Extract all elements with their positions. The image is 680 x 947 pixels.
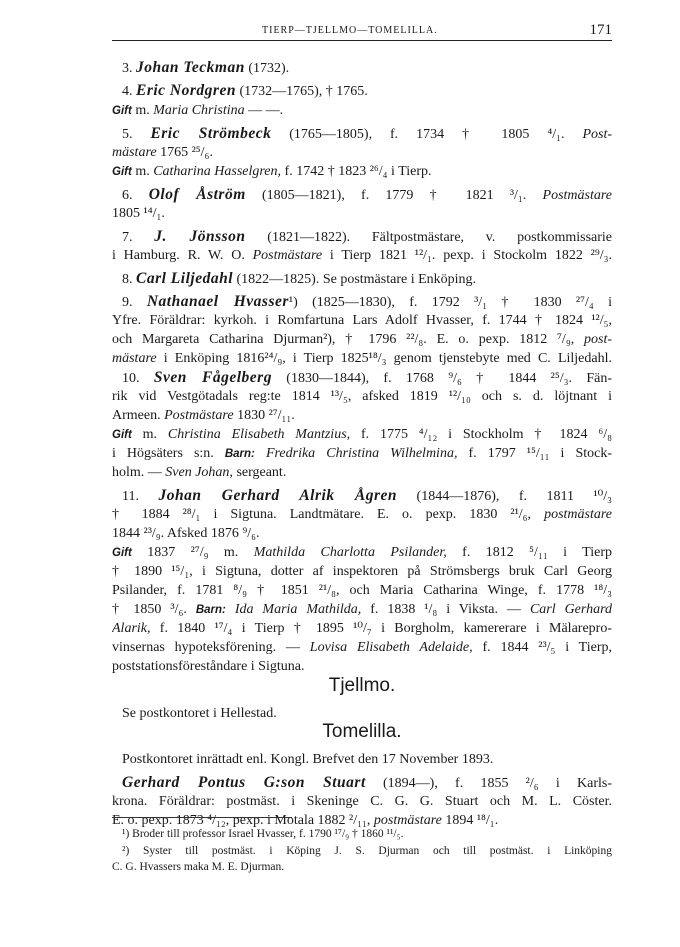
text-span: postmästare <box>373 813 442 828</box>
footnote-rule <box>112 817 292 818</box>
text-span: f. 1797 ¹⁵/₁₁ i Stock- <box>457 446 612 461</box>
text-span: mästare <box>112 351 157 366</box>
text-span: 7. <box>122 230 155 245</box>
text-span: 9. <box>122 295 147 310</box>
text-line <box>112 657 612 676</box>
text-line <box>112 368 612 387</box>
text-line <box>112 750 612 769</box>
text-span: 10. <box>122 371 154 386</box>
text-span: f. 1840 ¹⁷/₄ i Tierp † 1895 ¹⁰/₇ i Borgholm, kamererare i Mälarepro- <box>150 621 612 636</box>
person-name: Eric Strömbeck <box>150 125 272 142</box>
text-span: i Enköping 1816²⁴/₉, i Tierp 1825¹⁸/₃ genom tjenstebyte med C. Liljedahl. <box>156 351 612 366</box>
text-line <box>112 406 612 425</box>
text-span: Se postkontoret i Hellestad. <box>122 706 277 721</box>
text-line <box>112 792 612 811</box>
text-span: Maria Christina <box>153 103 245 118</box>
text-span: post- <box>584 332 612 347</box>
text-span: Sven Johan, <box>165 465 233 480</box>
text-span: i Högsäters s:n. <box>112 446 225 461</box>
text-line <box>112 486 612 505</box>
page-number: 171 <box>589 22 612 38</box>
footnote: ²) Syster till postmäst. i Köping J. S. Djurman och till postmäst. i Linköping <box>122 845 612 857</box>
person-name: Olof Åström <box>148 186 246 203</box>
text-span: Carl Gerhard <box>529 602 612 617</box>
label: Gift <box>112 166 132 178</box>
text-line <box>112 773 612 792</box>
text-line <box>112 58 612 77</box>
text-span: — —. <box>244 103 284 118</box>
text-line <box>112 101 612 120</box>
text-span: (1732). <box>244 61 290 76</box>
person-name: Johan Teckman <box>136 59 245 76</box>
text-span: 1837 ²⁷/₉ m. <box>131 545 254 560</box>
text-line <box>112 543 612 562</box>
text-line <box>112 162 612 181</box>
text-line <box>112 524 612 543</box>
section-heading: Tomelilla. <box>322 721 402 742</box>
text-line <box>112 204 612 223</box>
text-span: 8. <box>122 272 136 287</box>
text-span: f. 1844 ²³/₅ i Tierp, <box>472 640 612 655</box>
text-span: Postkontoret inrättadt enl. Kongl. Brefvet den 17 November 1893. <box>122 752 494 767</box>
text-span: Mathilda Charlotta Psilander, <box>253 545 447 560</box>
text-span: 1805 ¹⁴/₁. <box>112 206 165 221</box>
text-span: f. 1838 ¹/₈ i Viksta. — <box>361 602 530 617</box>
text-span: krona. Föräldrar: postmäst. i Skeninge C. G. G. Stuart och M. L. Cöster. <box>112 794 612 809</box>
text-span: (1894—), f. 1855 ²/₆ i Karls- <box>365 776 612 791</box>
text-line <box>112 292 612 311</box>
person-name: J. Jönsson <box>154 228 246 245</box>
text-line <box>112 619 612 638</box>
text-line <box>112 185 612 204</box>
text-span: 4. <box>122 84 136 99</box>
text-line <box>112 269 612 288</box>
label: Gift <box>112 547 132 559</box>
label: Barn: <box>195 604 226 616</box>
text-span: (1765—1805), f. 1734 † 1805 ⁴/₁. <box>271 127 583 142</box>
text-line <box>112 311 612 330</box>
text-span: i Tierp 1821 ¹²/₁. pexp. i Stockolm 1822 ²⁹/₃. <box>322 248 612 263</box>
text-span: (1821—1822). Fältpostmästare, v. postkommissarie <box>245 230 612 245</box>
text-span <box>226 602 235 617</box>
text-span: m. <box>131 164 154 179</box>
text-line <box>112 227 612 246</box>
text-span: 5. <box>122 127 151 142</box>
text-span: † 1850 ³/₆. <box>112 602 196 617</box>
text-span: m. <box>131 427 168 442</box>
person-name: Carl Liljedahl <box>136 270 233 287</box>
text-span: och Margareta Catharina Djurman²), † 1796 ²²/₈. E. o. pexp. 1812 ⁷/₉, <box>112 332 584 347</box>
text-span: mästare <box>112 145 157 160</box>
text-span: Postmästare <box>542 188 612 203</box>
text-span: Christina Elisabeth Mantzius, <box>167 427 351 442</box>
text-span: (1844—1876), f. 1811 ¹⁰/₃ <box>397 489 612 504</box>
text-span: 1830 ²⁷/₁₁. <box>233 408 295 423</box>
section-heading: Tjellmo. <box>328 675 396 696</box>
text-line <box>112 425 612 444</box>
text-line <box>112 246 612 265</box>
person-name: Nathanael Hvasser <box>146 293 289 310</box>
text-span: Fredrika Christina Wilhelmina, <box>265 446 458 461</box>
text-span: (1732—1765), † 1765. <box>235 84 368 99</box>
person-name: Johan Gerhard Alrik Ågren <box>158 487 398 504</box>
text-line <box>112 600 612 619</box>
text-span: f. 1742 † 1823 ²⁶/₄ i Tierp. <box>281 164 432 179</box>
header-rule <box>112 40 612 41</box>
text-line <box>112 349 612 368</box>
text-span: i Hamburg. R. W. O. <box>112 248 253 263</box>
page-header <box>112 22 612 42</box>
text-span: poststationsföreståndare i Sigtuna. <box>112 659 305 674</box>
text-span: ¹) (1825—1830), f. 1792 ³/₁ † 1830 ²⁷/₄ i <box>288 295 612 310</box>
text-line <box>112 505 612 524</box>
text-span: 6. <box>122 188 149 203</box>
person-name: Eric Nordgren <box>136 82 236 99</box>
text-line <box>112 581 612 600</box>
text-span: (1830—1844), f. 1768 ⁹/₆ † 1844 ²⁵/₃. Fän- <box>271 371 612 386</box>
text-line <box>112 143 612 162</box>
text-span: postmästare <box>544 507 612 522</box>
text-span: 3. <box>122 61 136 76</box>
person-name: Gerhard Pontus G:son Stuart <box>122 774 366 791</box>
text-line <box>112 124 612 143</box>
running-title: TIERP—TJELLMO—TOMELILLA. <box>262 25 438 36</box>
text-span: 1894 ¹⁸/₁. <box>441 813 499 828</box>
text-span: Postmästare <box>164 408 234 423</box>
text-span: sergeant. <box>232 465 287 480</box>
text-line <box>112 444 612 463</box>
text-span: E. o. pexp. 1873 ⁴/₁₂, pexp. i Motala 1882 ²/₁₁, <box>112 813 374 828</box>
text-line <box>112 330 612 349</box>
text-span: vinsernas hypoteksförening. — <box>112 640 310 655</box>
text-line <box>112 387 612 406</box>
label: Gift <box>112 105 132 117</box>
text-span: Armeen. <box>112 408 165 423</box>
text-line <box>112 638 612 657</box>
label: Gift <box>112 429 132 441</box>
text-span: Yfre. Föräldrar: kyrkoh. i Romfartuna Lars Adolf Hvasser, f. 1744 † 1824 ¹²/₅, <box>112 313 612 328</box>
text-span: holm. — <box>112 465 166 480</box>
text-span: Postmästare <box>252 248 323 263</box>
footnote: ¹) Broder till professor Israel Hvasser, f. 1790 ¹⁷/₉ † 1860 ¹¹/₅. <box>122 828 404 840</box>
text-span: 11. <box>122 489 159 504</box>
text-span: 1765 ²⁵/₆. <box>156 145 213 160</box>
text-span: (1805—1821), f. 1779 † 1821 ³/₁. <box>245 188 543 203</box>
text-span: Psilander, f. 1781 ⁸/₉ † 1851 ²¹/₈, och Maria Catharina Winge, f. 1778 ¹⁸/₃ <box>112 583 612 598</box>
text-span: m. <box>131 103 154 118</box>
text-span <box>255 446 266 461</box>
text-line <box>112 562 612 581</box>
text-span: † 1884 ²⁸/₁ i Sigtuna. Landtmätare. E. o. pexp. 1830 ²¹/₆, <box>112 507 545 522</box>
text-span: f. 1775 ⁴/₁₂ i Stockholm † 1824 ⁶/₈ <box>350 427 612 442</box>
text-span: f. 1812 ⁵/₁₁ i Tierp <box>446 545 612 560</box>
footnote: C. G. Hvassers maka M. E. Djurman. <box>112 861 285 873</box>
text-line <box>112 81 612 100</box>
text-span: Lovisa Elisabeth Adelaide, <box>309 640 473 655</box>
text-span: Catharina Hasselgren, <box>153 164 282 179</box>
text-span: rik vid Vestgötadals reg:te 1814 ¹³/₅, afsked 1819 ¹²/₁₀ och s. d. löjtnant i <box>112 389 612 404</box>
person-name: Sven Fågelberg <box>153 369 272 386</box>
text-span: (1822—1825). Se postmästare i Enköping. <box>233 272 477 287</box>
text-span: 1844 ²³/₉. Afsked 1876 ⁹/₆. <box>112 526 260 541</box>
text-span: Ida Maria Mathilda, <box>234 602 362 617</box>
text-span: Alarik, <box>112 621 151 636</box>
label: Barn: <box>224 448 255 460</box>
text-span: † 1890 ¹⁵/₁, i Sigtuna, dotter af inspektoren på Strömsbergs bruk Carl Georg <box>112 564 612 579</box>
text-span: Post- <box>582 127 612 142</box>
text-line <box>112 463 612 482</box>
